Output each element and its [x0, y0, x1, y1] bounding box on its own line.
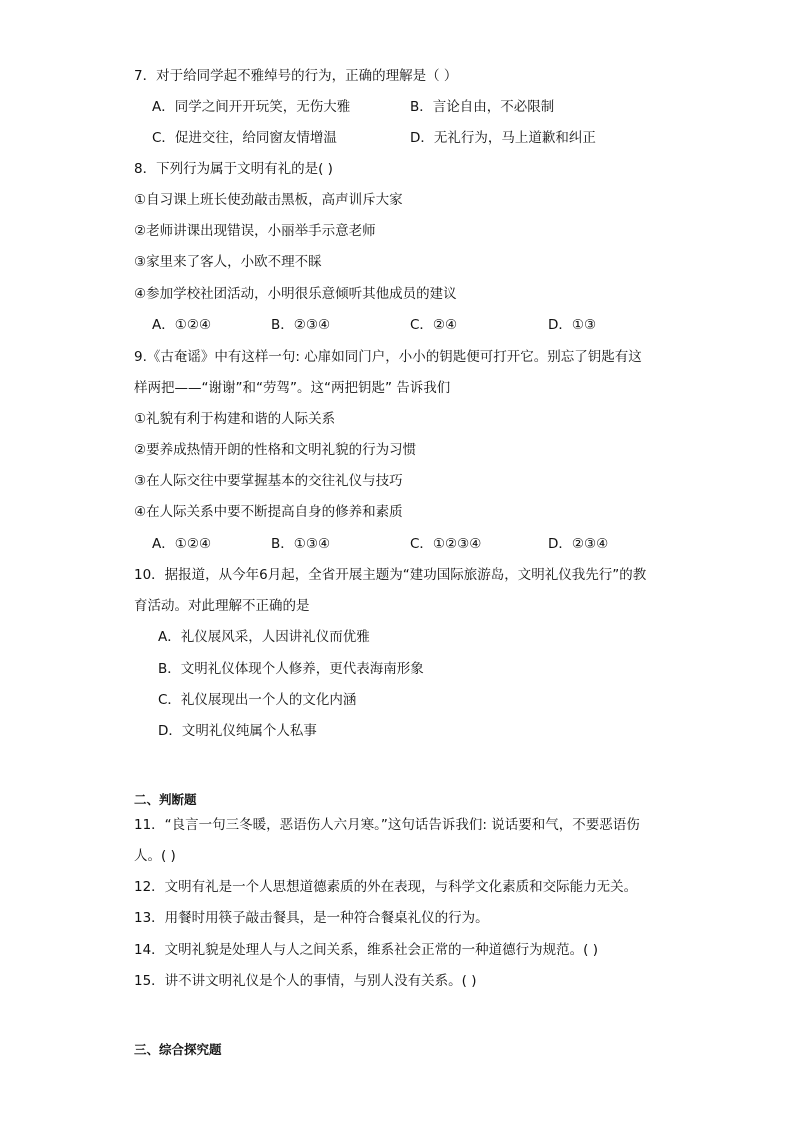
- q9-statement-3: ③在人际交往中要掌握基本的交往礼仪与技巧: [134, 473, 403, 489]
- q10-option-a: A．礼仪展风采，人因讲礼仪而优雅: [158, 629, 370, 645]
- q11-line-1: 11．“良言一句三冬暖，恶语伤人六月寒。”这句话告诉我们: 说话要和气，不要恶语伤: [134, 817, 640, 833]
- q10-stem-line-2: 育活动。对此理解不正确的是: [134, 598, 310, 614]
- q14-text: 14．文明礼貌是处理人与人之间关系，维系社会正常的一种道德行为规范。( ): [134, 942, 599, 958]
- q8-option-a: A．①②④: [152, 317, 212, 333]
- q13-text: 13．用餐时用筷子敲击餐具，是一种符合餐桌礼仪的行为。: [134, 910, 489, 926]
- q9-stem-line-2: 样两把——“谢谢”和“劳驾”。这“两把钥匙” 告诉我们: [134, 380, 451, 396]
- q9-stem-line-1: 9.《古奄谣》中有这样一句: 心扉如同门户，小小的钥匙便可打开它。别忘了钥匙有这: [134, 349, 642, 365]
- q8-statement-2: ②老师讲课出现错误，小丽举手示意老师: [134, 223, 376, 239]
- q8-statement-3: ③家里来了客人，小欧不理不睬: [134, 254, 322, 270]
- q10-option-c: C．礼仪展现出一个人的文化内涵: [158, 692, 357, 708]
- q9-option-b: B．①③④: [271, 536, 331, 552]
- q9-statement-4: ④在人际关系中要不断提高自身的修养和素质: [134, 504, 403, 520]
- q8-stem: 8．下列行为属于文明有礼的是( ): [134, 161, 333, 177]
- q8-statement-4: ④参加学校社团活动，小明很乐意倾听其他成员的建议: [134, 286, 457, 302]
- q8-option-b: B．②③④: [271, 317, 331, 333]
- q7-stem: 7．对于给同学起不雅绰号的行为，正确的理解是（ ）: [134, 68, 458, 84]
- q7-option-a: A．同学之间开开玩笑，无伤大雅: [152, 99, 351, 115]
- q9-statement-2: ②要养成热情开朗的性格和文明礼貌的行为习惯: [134, 442, 417, 458]
- q8-option-c: C．②④: [410, 317, 458, 333]
- q10-stem-line-1: 10．据报道，从今年6月起，全省开展主题为“建功国际旅游岛，文明礼仪我先行”的教: [134, 567, 647, 583]
- q9-statement-1: ①礼貌有利于构建和谐的人际关系: [134, 411, 336, 427]
- q7-option-c: C．促进交往，给同窗友情增温: [152, 130, 337, 146]
- q9-option-a: A．①②④: [152, 536, 212, 552]
- q11-line-2: 人。( ): [134, 848, 176, 864]
- q9-option-c: C．①②③④: [410, 536, 482, 552]
- q10-option-b: B．文明礼仪体现个人修养，更代表海南形象: [158, 661, 424, 677]
- q12-text: 12．文明有礼是一个人思想道德素质的外在表现，与科学文化素质和交际能力无关。: [134, 879, 638, 895]
- q8-statement-1: ①自习课上班长使劲敲击黑板，高声训斥大家: [134, 192, 403, 208]
- q7-option-d: D．无礼行为，马上道歉和纠正: [410, 130, 596, 146]
- q9-option-d: D．②③④: [548, 536, 609, 552]
- q15-text: 15．讲不讲文明礼仪是个人的事情，与别人没有关系。( ): [134, 973, 477, 989]
- q8-option-d: D．①③: [548, 317, 597, 333]
- section-heading-judgement: 二、判断题: [134, 792, 197, 807]
- q10-option-d: D．文明礼仪纯属个人私事: [158, 723, 317, 739]
- q7-option-b: B．言论自由，不必限制: [410, 99, 555, 115]
- section-heading-inquiry: 三、综合探究题: [134, 1042, 222, 1057]
